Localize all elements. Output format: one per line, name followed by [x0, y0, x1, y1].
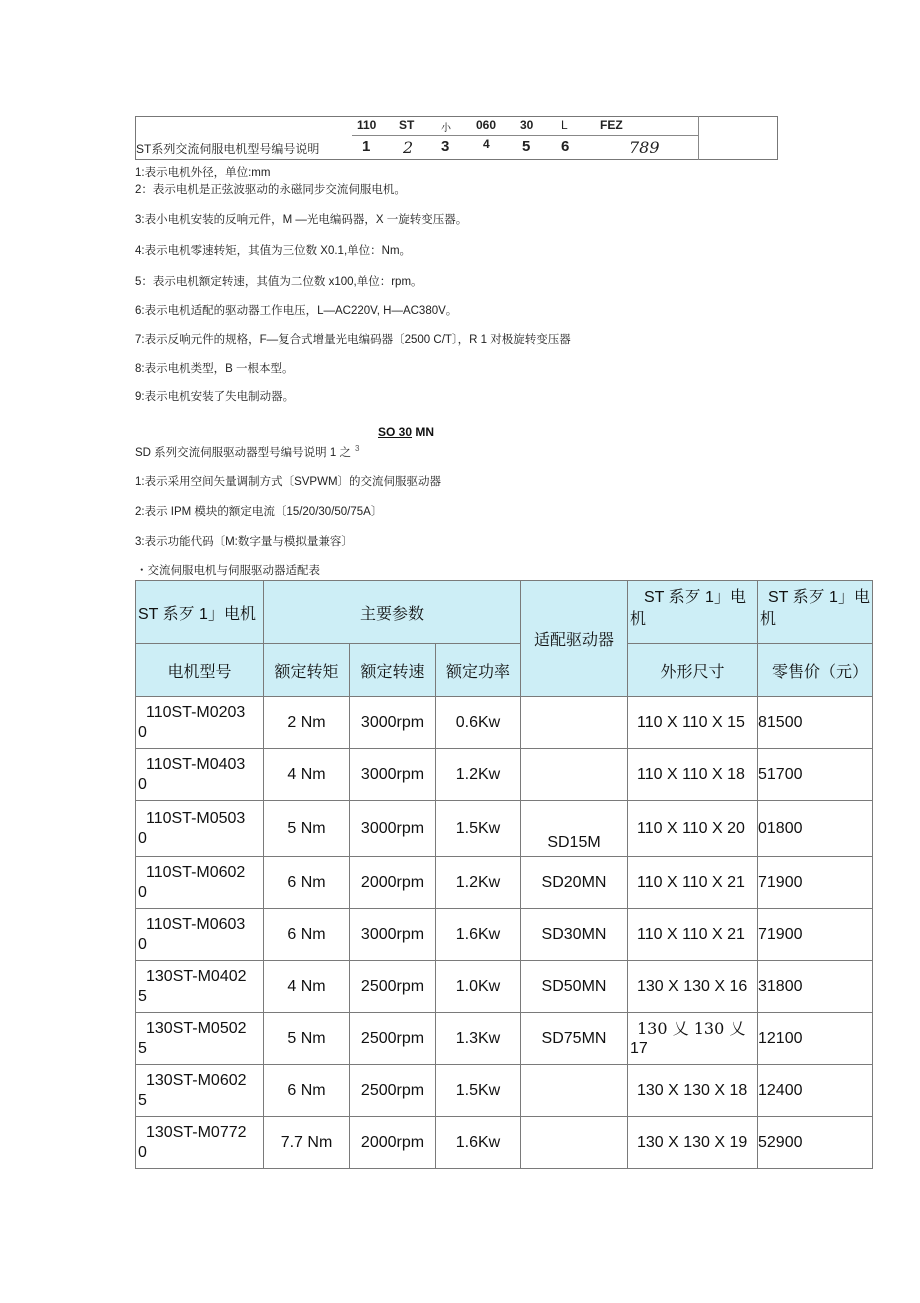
price-cell: 31800 — [758, 961, 873, 1013]
dimensions-cell: 110 X 110 X 18 — [628, 749, 758, 801]
table-row — [136, 801, 873, 857]
table-caption: ・交流伺服电机与伺服驱动器适配表 — [136, 565, 320, 577]
torque-cell: 5 Nm — [264, 1013, 350, 1065]
power-cell: 1.5Kw — [436, 801, 521, 857]
st-note: 4:表示电机零速转矩，其值为三位数 X0.1,单位：Nm。 — [135, 245, 412, 257]
price-cell: 81500 — [758, 697, 873, 749]
torque-cell: 6 Nm — [264, 909, 350, 961]
power-cell: 1.2Kw — [436, 749, 521, 801]
table-row — [136, 1065, 873, 1117]
table-row — [136, 697, 873, 749]
st-header-label: ST系列交流伺服电机型号编号说明 — [136, 142, 320, 156]
power-cell: 1.3Kw — [436, 1013, 521, 1065]
power-cell: 1.2Kw — [436, 857, 521, 909]
header-series-3: ST 系歹 1」电 机 — [758, 581, 873, 644]
model-cell: 110ST-M0203 0 — [136, 697, 264, 749]
code-segment: 小 — [441, 123, 451, 134]
speed-cell: 3000rpm — [350, 749, 436, 801]
st-note: 2：表示电机是正弦波驱动的永磁同步交流伺服电机。 — [135, 184, 406, 196]
power-cell: 1.6Kw — [436, 909, 521, 961]
dimensions-cell: 130 X 130 X 18 — [628, 1065, 758, 1117]
header-series: ST 系歹 1」电机 — [136, 581, 264, 644]
speed-cell: 2000rpm — [350, 1117, 436, 1169]
code-segment: ST — [399, 118, 415, 132]
motor-driver-table — [135, 580, 873, 1169]
st-note: 8:表示电机类型，B 一根本型。 — [135, 363, 294, 375]
torque-cell: 6 Nm — [264, 857, 350, 909]
sd-note: 2:表示 IPM 模块的额定电流〔15/20/30/50/75A〕 — [135, 506, 383, 518]
price-cell: 71900 — [758, 857, 873, 909]
st-note: 3:表小电机安装的反响元件，M —光电编码器，X 一旋转变压器。 — [135, 214, 468, 226]
dimensions-cell: 130 X 130 X 19 — [628, 1117, 758, 1169]
table-row — [136, 909, 873, 961]
code-segment: 060 — [476, 118, 497, 132]
model-cell: 110ST-M0603 0 — [136, 909, 264, 961]
torque-cell: 5 Nm — [264, 801, 350, 857]
divider — [352, 135, 698, 136]
sd-model-code: SO 30 MN — [378, 425, 435, 439]
speed-cell: 2500rpm — [350, 961, 436, 1013]
torque-cell: 2 Nm — [264, 697, 350, 749]
divider — [698, 116, 699, 160]
header-dimensions: 外形尺寸 — [628, 644, 758, 697]
sd-note: 1:表示采用空间矢量调制方式〔SVPWM〕的交流伺服驱动器 — [135, 476, 442, 488]
header-price: 零售价（元） — [758, 644, 873, 697]
speed-cell: 2500rpm — [350, 1065, 436, 1117]
speed-cell: 3000rpm — [350, 697, 436, 749]
sd-note: 3:表示功能代码〔M:数字量与模拟量兼容〕 — [135, 536, 353, 548]
table-row — [136, 1117, 873, 1169]
speed-cell: 2000rpm — [350, 857, 436, 909]
model-cell: 110ST-M0503 0 — [136, 801, 264, 857]
price-cell: 51700 — [758, 749, 873, 801]
code-segment: L — [561, 118, 568, 132]
header-series-2: ST 系歹 1」电 机 — [628, 581, 758, 644]
power-cell: 1.5Kw — [436, 1065, 521, 1117]
dimensions-cell: 130 乂 130 乂 17 — [628, 1013, 758, 1065]
header-model: 电机型号 — [136, 644, 264, 697]
dimensions-cell: 130 X 130 X 16 — [628, 961, 758, 1013]
code-index: 2 — [403, 138, 414, 157]
model-cell: 110ST-M0403 0 — [136, 749, 264, 801]
code-segment: 30 — [520, 118, 534, 132]
table-row — [136, 961, 873, 1013]
dimensions-cell: 110 X 110 X 15 — [628, 697, 758, 749]
header-speed: 额定转速 — [350, 644, 436, 697]
speed-cell: 3000rpm — [350, 909, 436, 961]
driver-cell — [521, 1065, 628, 1117]
price-cell: 12400 — [758, 1065, 873, 1117]
header-torque: 额定转矩 — [264, 644, 350, 697]
power-cell: 0.6Kw — [436, 697, 521, 749]
table-row — [136, 749, 873, 801]
code-segment: FEZ — [600, 118, 623, 132]
model-cell: 110ST-M0602 0 — [136, 857, 264, 909]
table-row — [136, 1013, 873, 1065]
code-index: 3 — [441, 138, 450, 155]
header-power: 额定功率 — [436, 644, 521, 697]
torque-cell: 6 Nm — [264, 1065, 350, 1117]
price-cell: 71900 — [758, 909, 873, 961]
dimensions-cell: 110 X 110 X 21 — [628, 909, 758, 961]
price-cell: 12100 — [758, 1013, 873, 1065]
model-cell: 130ST-M0602 5 — [136, 1065, 264, 1117]
driver-cell: SD30MN — [521, 909, 628, 961]
driver-cell: SD50MN — [521, 961, 628, 1013]
st-note: 5：表示电机额定转速，其值为二位数 x100,单位：rpm。 — [135, 276, 423, 288]
power-cell: 1.0Kw — [436, 961, 521, 1013]
model-cell: 130ST-M0502 5 — [136, 1013, 264, 1065]
code-segment: 110 — [357, 118, 377, 132]
model-cell: 130ST-M0772 0 — [136, 1117, 264, 1169]
dimensions-cell: 110 X 110 X 21 — [628, 857, 758, 909]
power-cell: 1.6Kw — [436, 1117, 521, 1169]
code-index: 6 — [561, 138, 570, 155]
driver-cell: SD20MN — [521, 857, 628, 909]
torque-cell: 4 Nm — [264, 961, 350, 1013]
torque-cell: 4 Nm — [264, 749, 350, 801]
code-index: 1 — [362, 138, 371, 155]
header-main-params: 主要参数 — [264, 581, 521, 644]
table-header-row — [136, 581, 873, 644]
driver-cell: SD15M — [521, 801, 628, 857]
speed-cell: 3000rpm — [350, 801, 436, 857]
torque-cell: 7.7 Nm — [264, 1117, 350, 1169]
driver-cell — [521, 749, 628, 801]
driver-cell — [521, 697, 628, 749]
header-driver: 适配驱动器 — [521, 581, 628, 697]
code-index: 789 — [629, 138, 660, 157]
st-note: 6:表示电机适配的驱动器工作电压，L—AC220V, H—AC380V。 — [135, 305, 458, 317]
speed-cell: 2500rpm — [350, 1013, 436, 1065]
model-cell: 130ST-M0402 5 — [136, 961, 264, 1013]
dimensions-cell: 110 X 110 X 20 — [628, 801, 758, 857]
st-note: 9:表示电机安装了失电制动器。 — [135, 391, 295, 403]
table-row — [136, 857, 873, 909]
price-cell: 52900 — [758, 1117, 873, 1169]
sd-header-label: SD 系列交流伺服驱动器型号编号说明 1 之 $^3$ — [135, 444, 360, 459]
code-index: 4 — [483, 137, 490, 151]
driver-cell — [521, 1117, 628, 1169]
price-cell: 01800 — [758, 801, 873, 857]
table-header-row — [136, 644, 873, 697]
driver-cell: SD75MN — [521, 1013, 628, 1065]
st-note: 7:表示反响元件的规格，F—复合式增量光电编码器〔2500 C/T〕，R 1 对极旋转变压器 — [135, 334, 571, 346]
st-note: 1:表示电机外径，单位:mm — [135, 167, 271, 179]
code-index: 5 — [522, 138, 531, 155]
